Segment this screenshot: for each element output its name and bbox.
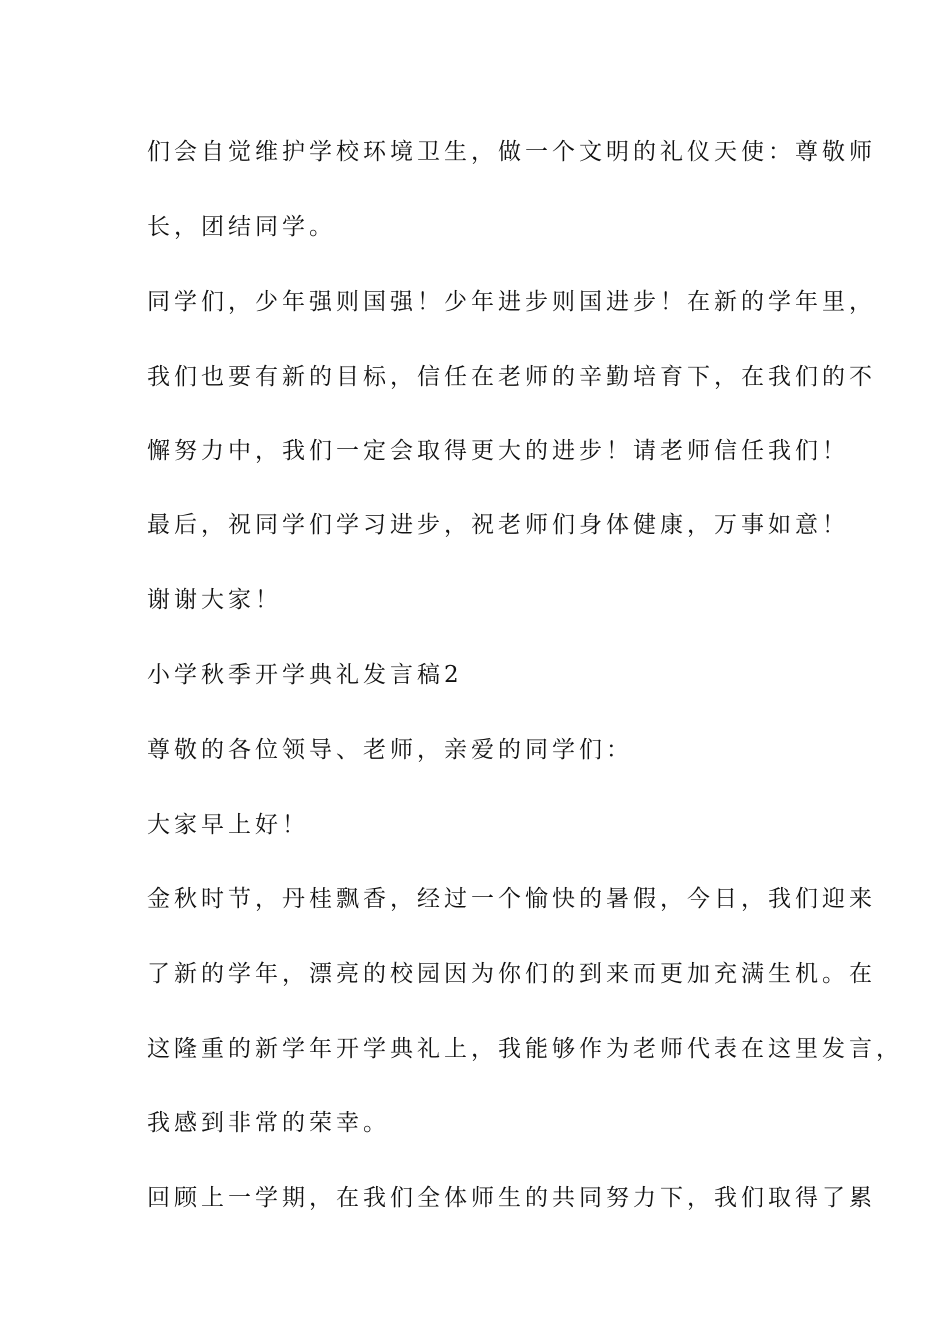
text-line: 回顾上一学期，在我们全体师生的共同努力下，我们取得了累 (147, 1185, 876, 1211)
text-line: 我们也要有新的目标，信任在老师的辛勤培育下，在我们的不 (147, 364, 876, 390)
greeting: 大家早上好！ (147, 812, 309, 838)
text-line: 长，团结同学。 (147, 214, 336, 240)
text-line: 们会自觉维护学校环境卫生，做一个文明的礼仪天使：尊敬师 (147, 139, 876, 165)
text-line: 谢谢大家！ (147, 587, 282, 613)
salutation: 尊敬的各位领导、老师，亲爱的同学们： (147, 737, 633, 763)
text-line: 我感到非常的荣幸。 (147, 1110, 390, 1136)
text-line: 这隆重的新学年开学典礼上，我能够作为老师代表在这里发言， (147, 1036, 903, 1062)
text-line: 懈努力中，我们一定会取得更大的进步！请老师信任我们！ (147, 438, 849, 464)
text-line: 金秋时节，丹桂飘香，经过一个愉快的暑假，今日，我们迎来 (147, 886, 876, 912)
section-heading: 小学秋季开学典礼发言稿2 (147, 662, 463, 688)
text-line: 了新的学年，漂亮的校园因为你们的到来而更加充满生机。在 (147, 961, 876, 987)
text-line: 同学们，少年强则国强！少年进步则国进步！在新的学年里， (147, 289, 876, 315)
text-line: 最后，祝同学们学习进步，祝老师们身体健康，万事如意！ (147, 512, 849, 538)
